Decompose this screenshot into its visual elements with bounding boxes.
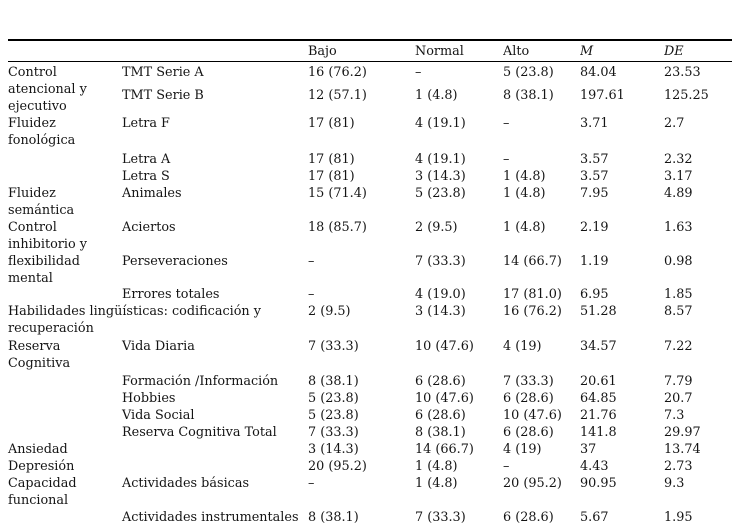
de-cell: 1.85 — [664, 287, 693, 302]
table-body — [8, 62, 732, 524]
m-cell: 64.85 — [580, 391, 617, 406]
de-cell: 2.7 — [664, 116, 685, 131]
alto-cell: 17 (81.0) — [503, 287, 562, 302]
de-cell: 7.22 — [664, 339, 693, 354]
m-cell: 6.95 — [580, 287, 609, 302]
alto-cell: 6 (28.6) — [503, 425, 554, 440]
alto-cell: 6 (28.6) — [503, 391, 554, 406]
test-cell: Letra F — [122, 116, 170, 131]
de-cell: 9.3 — [664, 476, 685, 491]
m-cell: 3.57 — [580, 152, 609, 167]
de-cell: 7.79 — [664, 374, 693, 389]
bajo-cell: 17 (81) — [308, 152, 355, 167]
bajo-cell: 8 (38.1) — [308, 510, 359, 524]
category-cell: Depresión — [8, 459, 75, 474]
bajo-cell: 18 (85.7) — [308, 220, 367, 235]
bajo-cell: 15 (71.4) — [308, 186, 367, 201]
de-cell: 29.97 — [664, 425, 701, 440]
de-cell: 125.25 — [664, 87, 709, 103]
de-cell: 7.3 — [664, 408, 685, 423]
m-cell: 51.28 — [580, 304, 617, 319]
m-cell: 197.61 — [580, 87, 625, 103]
bajo-cell: 5 (23.8) — [308, 408, 359, 423]
m-cell: 7.95 — [580, 186, 609, 201]
test-cell: Actividades instrumentales — [122, 510, 299, 524]
normal-cell: 8 (38.1) — [415, 425, 466, 440]
de-cell: 13.74 — [664, 442, 701, 457]
alto-cell: 16 (76.2) — [503, 304, 562, 319]
m-cell: 3.71 — [580, 116, 609, 131]
test-cell — [122, 458, 308, 475]
test-cell — [122, 441, 308, 458]
test-cell: Vida Diaria — [122, 339, 195, 354]
results-table — [8, 39, 732, 524]
table-row — [8, 475, 732, 509]
test-cell: Vida Social — [122, 408, 195, 423]
test-cell: Formación /Información — [122, 374, 279, 389]
alto-cell: 14 (66.7) — [503, 254, 562, 269]
normal-cell: 4 (19.0) — [415, 287, 466, 302]
test-cell: Reserva Cognitiva Total — [122, 425, 277, 440]
col-header-category — [8, 40, 122, 62]
category-cell: Habilidades lingüísticas: codificación y recuperación — [8, 304, 261, 336]
bajo-cell: 8 (38.1) — [308, 374, 359, 389]
col-header-bajo: Bajo — [308, 44, 337, 59]
test-cell: Aciertos — [122, 220, 176, 235]
normal-cell: 10 (47.6) — [415, 391, 474, 406]
test-cell: Perseveraciones — [122, 254, 228, 269]
normal-cell: 1 (4.8) — [415, 87, 458, 103]
test-cell: TMT Serie A — [122, 65, 204, 80]
bajo-cell: – — [308, 287, 315, 302]
table-row — [8, 441, 732, 458]
alto-cell: 1 (4.8) — [503, 186, 546, 201]
normal-cell: 1 (4.8) — [415, 476, 458, 491]
test-cell: Letra A — [122, 152, 171, 167]
bajo-cell: 17 (81) — [308, 116, 355, 131]
m-cell: 34.57 — [580, 339, 617, 354]
table-row — [8, 185, 732, 219]
m-cell: 5.67 — [580, 510, 609, 524]
normal-cell: 10 (47.6) — [415, 339, 474, 354]
m-cell: 141.8 — [580, 425, 617, 440]
table-row — [8, 62, 732, 87]
category-cell: Reserva Cognitiva — [8, 339, 71, 371]
normal-cell: 3 (14.3) — [415, 169, 466, 184]
bajo-cell: 20 (95.2) — [308, 459, 367, 474]
bajo-cell: – — [308, 476, 315, 491]
bajo-cell: 5 (23.8) — [308, 391, 359, 406]
category-cell: Ansiedad — [8, 442, 68, 457]
de-cell: 23.53 — [664, 65, 701, 80]
normal-cell: 3 (14.3) — [415, 304, 466, 319]
bajo-cell: 16 (76.2) — [308, 65, 367, 80]
alto-cell: 8 (38.1) — [503, 87, 554, 103]
alto-cell: 4 (19) — [503, 339, 542, 354]
de-cell: 2.73 — [664, 459, 693, 474]
normal-cell: 1 (4.8) — [415, 459, 458, 474]
bajo-cell: 7 (33.3) — [308, 425, 359, 440]
normal-cell: 7 (33.3) — [415, 510, 466, 524]
test-cell: Animales — [122, 186, 182, 201]
normal-cell: 2 (9.5) — [415, 220, 458, 235]
alto-cell: 5 (23.8) — [503, 65, 554, 80]
normal-cell: 4 (19.1) — [415, 152, 466, 167]
m-cell: 1.19 — [580, 254, 609, 269]
normal-cell: 5 (23.8) — [415, 186, 466, 201]
m-cell: 84.04 — [580, 65, 617, 80]
alto-cell: 10 (47.6) — [503, 408, 562, 423]
test-cell: TMT Serie B — [122, 87, 204, 103]
de-cell: 3.17 — [664, 169, 693, 184]
bajo-cell: – — [308, 254, 315, 269]
test-cell: Hobbies — [122, 391, 176, 406]
alto-cell: 20 (95.2) — [503, 476, 562, 491]
category-cell: Fluidez fonológica — [8, 116, 76, 148]
category-cell: Control inhibitorio y flexibilidad mental — [8, 220, 88, 286]
m-cell: 90.95 — [580, 476, 617, 491]
normal-cell: 4 (19.1) — [415, 116, 466, 131]
de-cell: 1.63 — [664, 220, 693, 235]
col-header-alto: Alto — [503, 44, 530, 59]
de-cell: 4.89 — [664, 186, 693, 201]
alto-cell: – — [503, 152, 510, 167]
normal-cell: 7 (33.3) — [415, 254, 466, 269]
col-header-normal: Normal — [415, 44, 464, 59]
de-cell: 20.7 — [664, 391, 693, 406]
alto-cell: 4 (19) — [503, 442, 542, 457]
category-cell: Control atencional y ejecutivo — [8, 65, 87, 114]
bajo-cell: 3 (14.3) — [308, 442, 359, 457]
de-cell: 1.95 — [664, 510, 693, 524]
col-header-mean: M — [580, 44, 594, 59]
category-cell: Fluidez semántica — [8, 186, 75, 218]
m-cell: 4.43 — [580, 459, 609, 474]
de-cell: 8.57 — [664, 304, 693, 319]
col-header-sd: DE — [664, 44, 684, 59]
table-row — [8, 303, 732, 338]
bajo-cell: 2 (9.5) — [308, 304, 351, 319]
test-cell: Actividades básicas — [122, 476, 250, 491]
table-row — [8, 115, 732, 151]
alto-cell: – — [503, 116, 510, 131]
m-cell: 20.61 — [580, 374, 617, 389]
category-cell: Capacidad funcional — [8, 476, 77, 508]
bajo-cell: 17 (81) — [308, 169, 355, 184]
bajo-cell: 7 (33.3) — [308, 339, 359, 354]
alto-cell: – — [503, 459, 510, 474]
table-row — [8, 219, 732, 253]
de-cell: 2.32 — [664, 152, 693, 167]
header-row — [8, 40, 732, 62]
m-cell: 3.57 — [580, 169, 609, 184]
table-row — [8, 338, 732, 373]
m-cell: 2.19 — [580, 220, 609, 235]
de-cell: 0.98 — [664, 254, 693, 269]
test-cell: Letra S — [122, 169, 170, 184]
bajo-cell: 12 (57.1) — [308, 87, 367, 103]
alto-cell: 1 (4.8) — [503, 169, 546, 184]
table-row — [8, 458, 732, 475]
m-cell: 37 — [580, 442, 597, 457]
alto-cell: 6 (28.6) — [503, 510, 554, 524]
test-cell: Errores totales — [122, 287, 220, 302]
normal-cell: 6 (28.6) — [415, 374, 466, 389]
col-header-test — [122, 40, 308, 62]
normal-cell: 14 (66.7) — [415, 442, 474, 457]
normal-cell: – — [415, 65, 422, 80]
normal-cell: 6 (28.6) — [415, 408, 466, 423]
alto-cell: 7 (33.3) — [503, 374, 554, 389]
alto-cell: 1 (4.8) — [503, 220, 546, 235]
m-cell: 21.76 — [580, 408, 617, 423]
